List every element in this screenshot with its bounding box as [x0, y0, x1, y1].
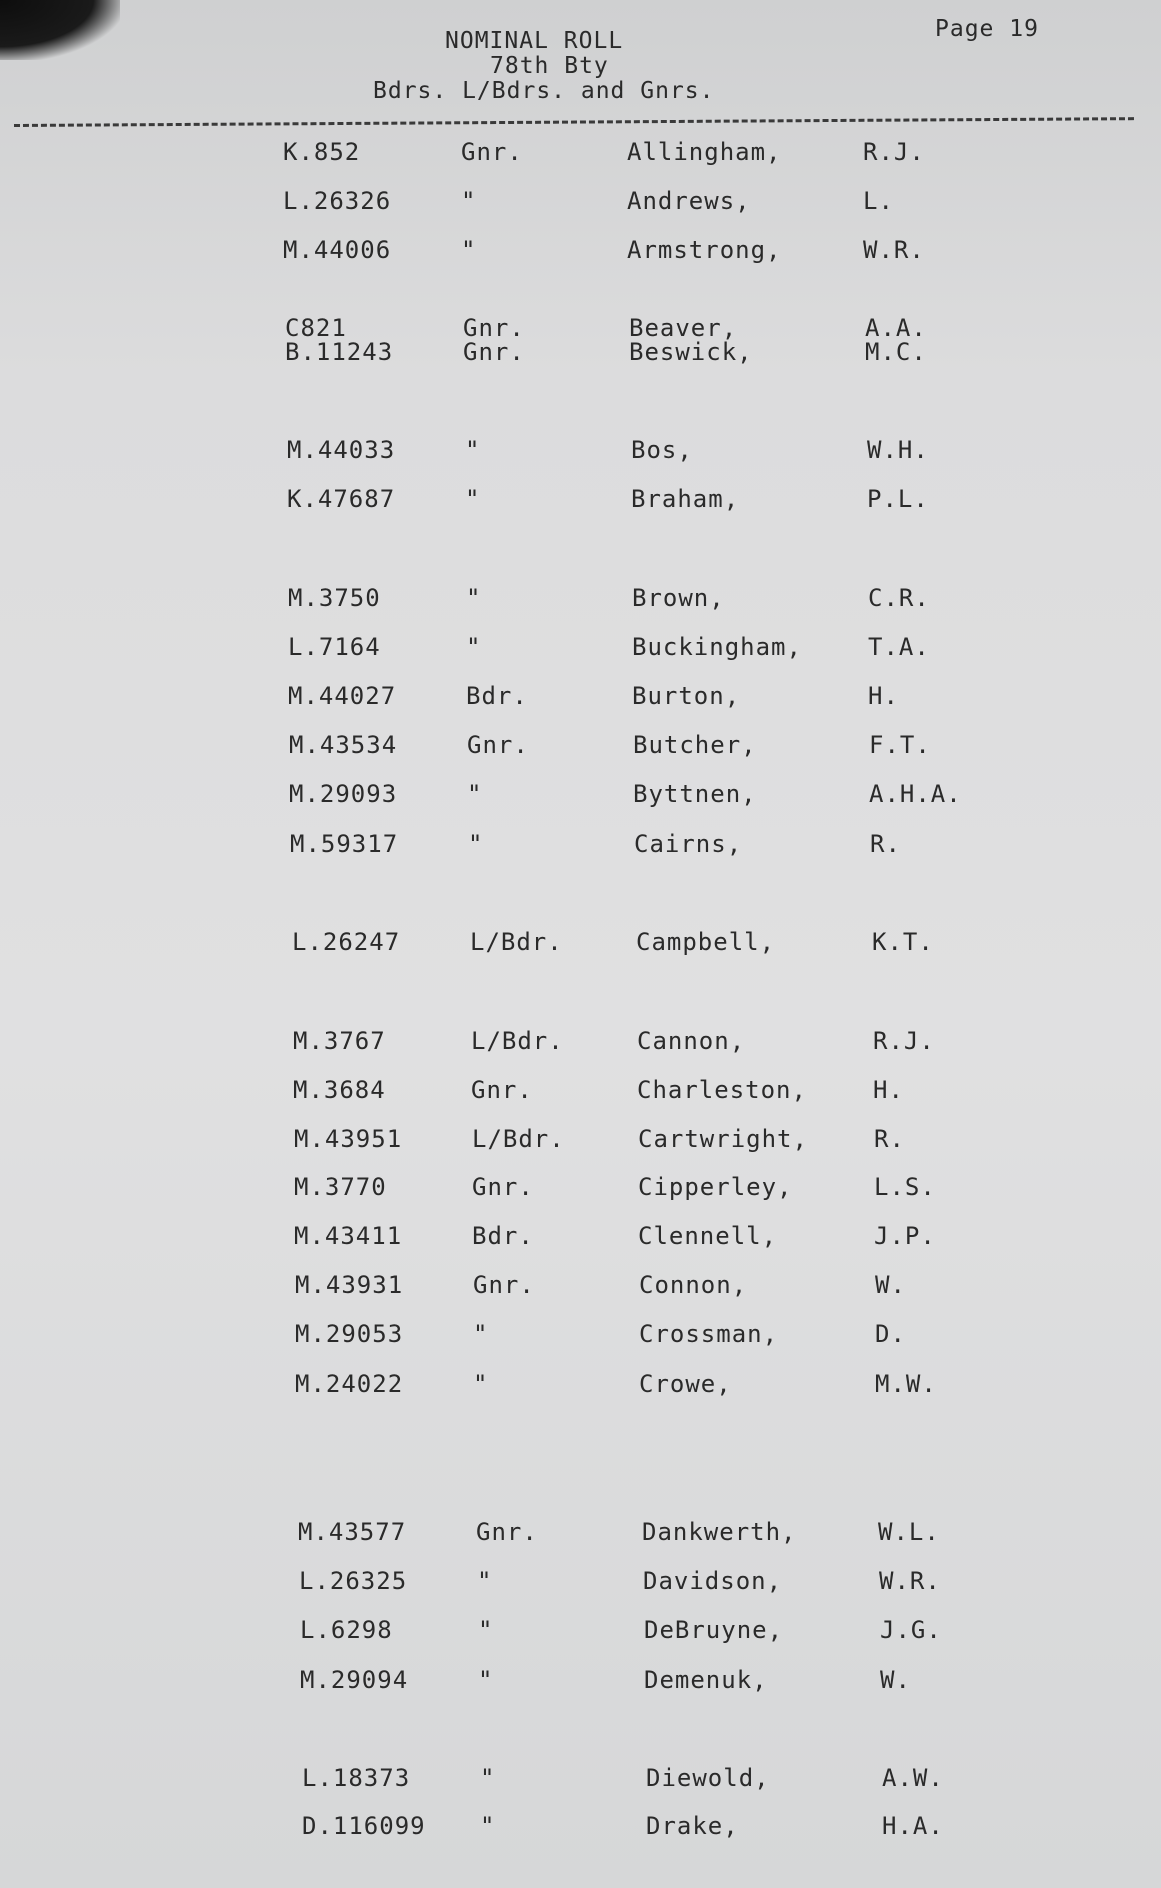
surname: Beaver, — [629, 314, 738, 342]
service-number: D.116099 — [302, 1812, 426, 1840]
surname: Davidson, — [643, 1567, 783, 1595]
surname: Buckingham, — [632, 633, 802, 661]
ranks-heading: Bdrs. L/Bdrs. and Gnrs. — [373, 78, 715, 104]
rank: " — [466, 584, 482, 612]
service-number: B.11243 — [285, 338, 394, 366]
service-number: M.24022 — [295, 1370, 404, 1398]
surname: Clennell, — [638, 1222, 778, 1250]
service-number: M.29053 — [295, 1320, 404, 1348]
surname: Armstrong, — [627, 236, 782, 264]
rank: Gnr. — [461, 138, 523, 166]
rank: " — [468, 830, 484, 858]
dashed-divider — [14, 117, 1134, 127]
service-number: M.43534 — [289, 731, 398, 759]
rank: " — [480, 1812, 496, 1840]
initials: M.C. — [865, 338, 927, 366]
service-number: L.18373 — [302, 1764, 411, 1792]
service-number: L.26326 — [283, 187, 392, 215]
rank: " — [465, 436, 481, 464]
scan-shadow — [0, 0, 120, 60]
initials: D. — [875, 1320, 906, 1348]
surname: Brown, — [632, 584, 725, 612]
initials: W. — [880, 1666, 911, 1694]
service-number: L.7164 — [288, 633, 381, 661]
initials: H. — [868, 682, 899, 710]
surname: Diewold, — [646, 1764, 770, 1792]
service-number: L.6298 — [300, 1616, 393, 1644]
service-number: M.59317 — [290, 830, 399, 858]
service-number: M.3767 — [293, 1027, 386, 1055]
rank: " — [478, 1616, 494, 1644]
surname: Drake, — [646, 1812, 739, 1840]
surname: Burton, — [632, 682, 741, 710]
service-number: M.29094 — [300, 1666, 409, 1694]
surname: Crowe, — [639, 1370, 732, 1398]
surname: Dankwerth, — [642, 1518, 797, 1546]
rank: " — [465, 485, 481, 513]
surname: DeBruyne, — [644, 1616, 784, 1644]
rank: " — [466, 633, 482, 661]
initials: F.T. — [869, 731, 931, 759]
surname: Cartwright, — [638, 1125, 808, 1153]
surname: Butcher, — [633, 731, 757, 759]
initials: A.A. — [865, 314, 927, 342]
service-number: M.44033 — [287, 436, 396, 464]
initials: R. — [870, 830, 901, 858]
initials: L.S. — [874, 1173, 936, 1201]
initials: H.A. — [882, 1812, 944, 1840]
battery-heading: 78th Bty — [490, 53, 609, 79]
rank: Gnr. — [463, 314, 525, 342]
rank: L/Bdr. — [471, 1027, 564, 1055]
rank: Gnr. — [472, 1173, 534, 1201]
rank: " — [478, 1666, 494, 1694]
initials: J.P. — [874, 1222, 936, 1250]
service-number: M.43577 — [298, 1518, 407, 1546]
initials: W. — [875, 1271, 906, 1299]
service-number: K.47687 — [287, 485, 396, 513]
initials: P.L. — [867, 485, 929, 513]
rank: Bdr. — [472, 1222, 534, 1250]
initials: R. — [874, 1125, 905, 1153]
service-number: M.3750 — [288, 584, 381, 612]
page-number: Page 19 — [935, 16, 1039, 42]
initials: J.G. — [880, 1616, 942, 1644]
initials: T.A. — [868, 633, 930, 661]
initials: R.J. — [863, 138, 925, 166]
surname: Campbell, — [636, 928, 776, 956]
initials: M.W. — [875, 1370, 937, 1398]
rank: " — [467, 780, 483, 808]
initials: R.J. — [873, 1027, 935, 1055]
rank: " — [480, 1764, 496, 1792]
service-number: M.3684 — [293, 1076, 386, 1104]
initials: L. — [863, 187, 894, 215]
rank: " — [473, 1320, 489, 1348]
rank: Gnr. — [476, 1518, 538, 1546]
service-number: L.26247 — [292, 928, 401, 956]
surname: Allingham, — [627, 138, 782, 166]
service-number: C821 — [285, 314, 347, 342]
surname: Cipperley, — [638, 1173, 793, 1201]
surname: Bos, — [631, 436, 693, 464]
service-number: M.44006 — [283, 236, 392, 264]
document-title: NOMINAL ROLL — [445, 28, 624, 54]
initials: A.W. — [882, 1764, 944, 1792]
surname: Beswick, — [629, 338, 753, 366]
service-number: M.43411 — [294, 1222, 403, 1250]
surname: Demenuk, — [644, 1666, 768, 1694]
initials: W.R. — [863, 236, 925, 264]
initials: H. — [873, 1076, 904, 1104]
service-number: M.43951 — [294, 1125, 403, 1153]
surname: Crossman, — [639, 1320, 779, 1348]
surname: Cairns, — [634, 830, 743, 858]
rank: " — [477, 1567, 493, 1595]
initials: C.R. — [868, 584, 930, 612]
surname: Cannon, — [637, 1027, 746, 1055]
surname: Charleston, — [637, 1076, 807, 1104]
rank: " — [473, 1370, 489, 1398]
service-number: L.26325 — [299, 1567, 408, 1595]
initials: W.L. — [878, 1518, 940, 1546]
rank: Gnr. — [467, 731, 529, 759]
initials: K.T. — [872, 928, 934, 956]
service-number: M.43931 — [295, 1271, 404, 1299]
initials: W.R. — [879, 1567, 941, 1595]
rank: " — [461, 236, 477, 264]
service-number: M.29093 — [289, 780, 398, 808]
service-number: M.44027 — [288, 682, 397, 710]
surname: Braham, — [631, 485, 740, 513]
rank: L/Bdr. — [472, 1125, 565, 1153]
surname: Andrews, — [627, 187, 751, 215]
surname: Byttnen, — [633, 780, 757, 808]
rank: Gnr. — [463, 338, 525, 366]
rank: Bdr. — [466, 682, 528, 710]
rank: Gnr. — [471, 1076, 533, 1104]
rank: " — [461, 187, 477, 215]
initials: A.H.A. — [869, 780, 962, 808]
service-number: K.852 — [283, 138, 361, 166]
service-number: M.3770 — [294, 1173, 387, 1201]
initials: W.H. — [867, 436, 929, 464]
rank: Gnr. — [473, 1271, 535, 1299]
rank: L/Bdr. — [470, 928, 563, 956]
surname: Connon, — [639, 1271, 748, 1299]
